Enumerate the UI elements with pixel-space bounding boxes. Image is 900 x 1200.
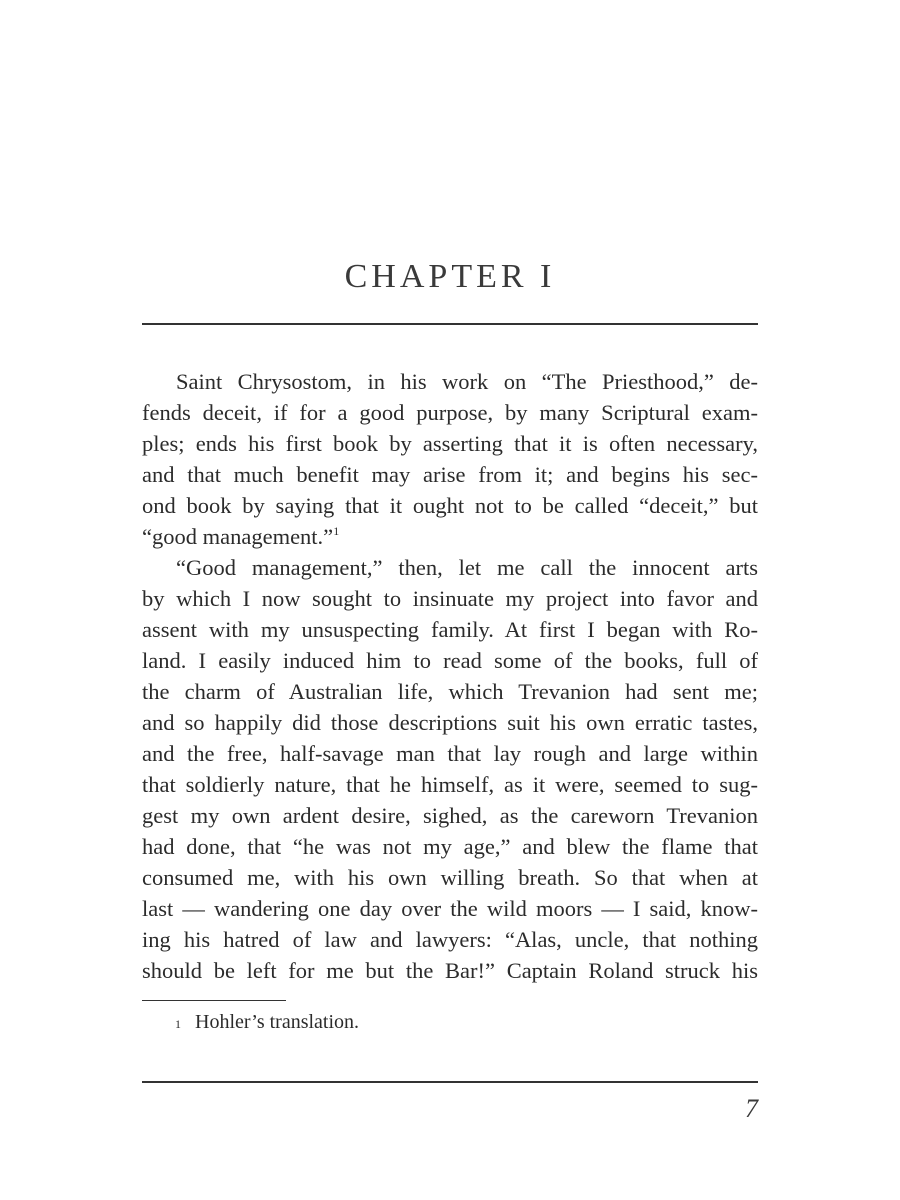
paragraph-2-line-11: consumed me, with his own willing breath. So that when at <box>142 865 758 890</box>
paragraph-1-line-6: “good management.”$^1$ <box>142 524 340 549</box>
header-rule <box>142 323 758 325</box>
paragraph-2-line-8: that soldierly nature, that he himself, as it were, seemed to sug- <box>142 772 758 797</box>
paragraph-2-line-10: had done, that “he was not my age,” and blew the flame that <box>142 834 758 859</box>
paragraph-1-line-2: fends deceit, if for a good purpose, by many Scriptural exam- <box>142 400 758 425</box>
paragraph-2-line-6: and so happily did those descriptions suit his own erratic tastes, <box>142 710 758 735</box>
paragraph-1-line-5: ond book by saying that it ought not to be called “deceit,” but <box>142 493 758 518</box>
body-text <box>142 366 758 986</box>
paragraph-2-line-14: should be left for me but the Bar!” Captain Roland struck his <box>142 958 758 983</box>
page-number: 7 <box>745 1094 758 1123</box>
footnote-number: 1 <box>175 1017 181 1031</box>
footnote-reference: 1 <box>333 524 340 538</box>
paragraph-2-line-2: by which I now sought to insinuate my project into favor and <box>142 586 758 611</box>
paragraph-2-line-13: ing his hatred of law and lawyers: “Alas, uncle, that nothing <box>142 927 758 952</box>
paragraph-2-line-7: and the free, half-savage man that lay rough and large within <box>142 741 758 766</box>
paragraph-1-line-1: Saint Chrysostom, in his work on “The Priesthood,” de- <box>176 369 758 394</box>
paragraph-2-line-9: gest my own ardent desire, sighed, as the careworn Trevanion <box>142 803 758 828</box>
paragraph-2-line-4: land. I easily induced him to read some of the books, full of <box>142 648 758 673</box>
footnote-rule <box>142 1000 286 1001</box>
paragraph-2-line-5: the charm of Australian life, which Trevanion had sent me; <box>142 679 758 704</box>
paragraph-1-line-3: ples; ends his first book by asserting that it is often necessary, <box>142 431 758 456</box>
paragraph-2-line-1: “Good management,” then, let me call the innocent arts <box>176 555 758 580</box>
paragraph-2-line-3: assent with my unsuspecting family. At first I began with Ro- <box>142 617 758 642</box>
paragraph-1-line-4: and that much benefit may arise from it; and begins his sec- <box>142 462 758 487</box>
footnote <box>175 1008 359 1036</box>
chapter-title: CHAPTER I <box>344 258 556 295</box>
footnote-text: Hohler’s translation. <box>195 1011 360 1033</box>
paragraph-2-line-12: last — wandering one day over the wild moors — I said, know- <box>142 896 758 921</box>
footer-rule <box>142 1081 758 1083</box>
